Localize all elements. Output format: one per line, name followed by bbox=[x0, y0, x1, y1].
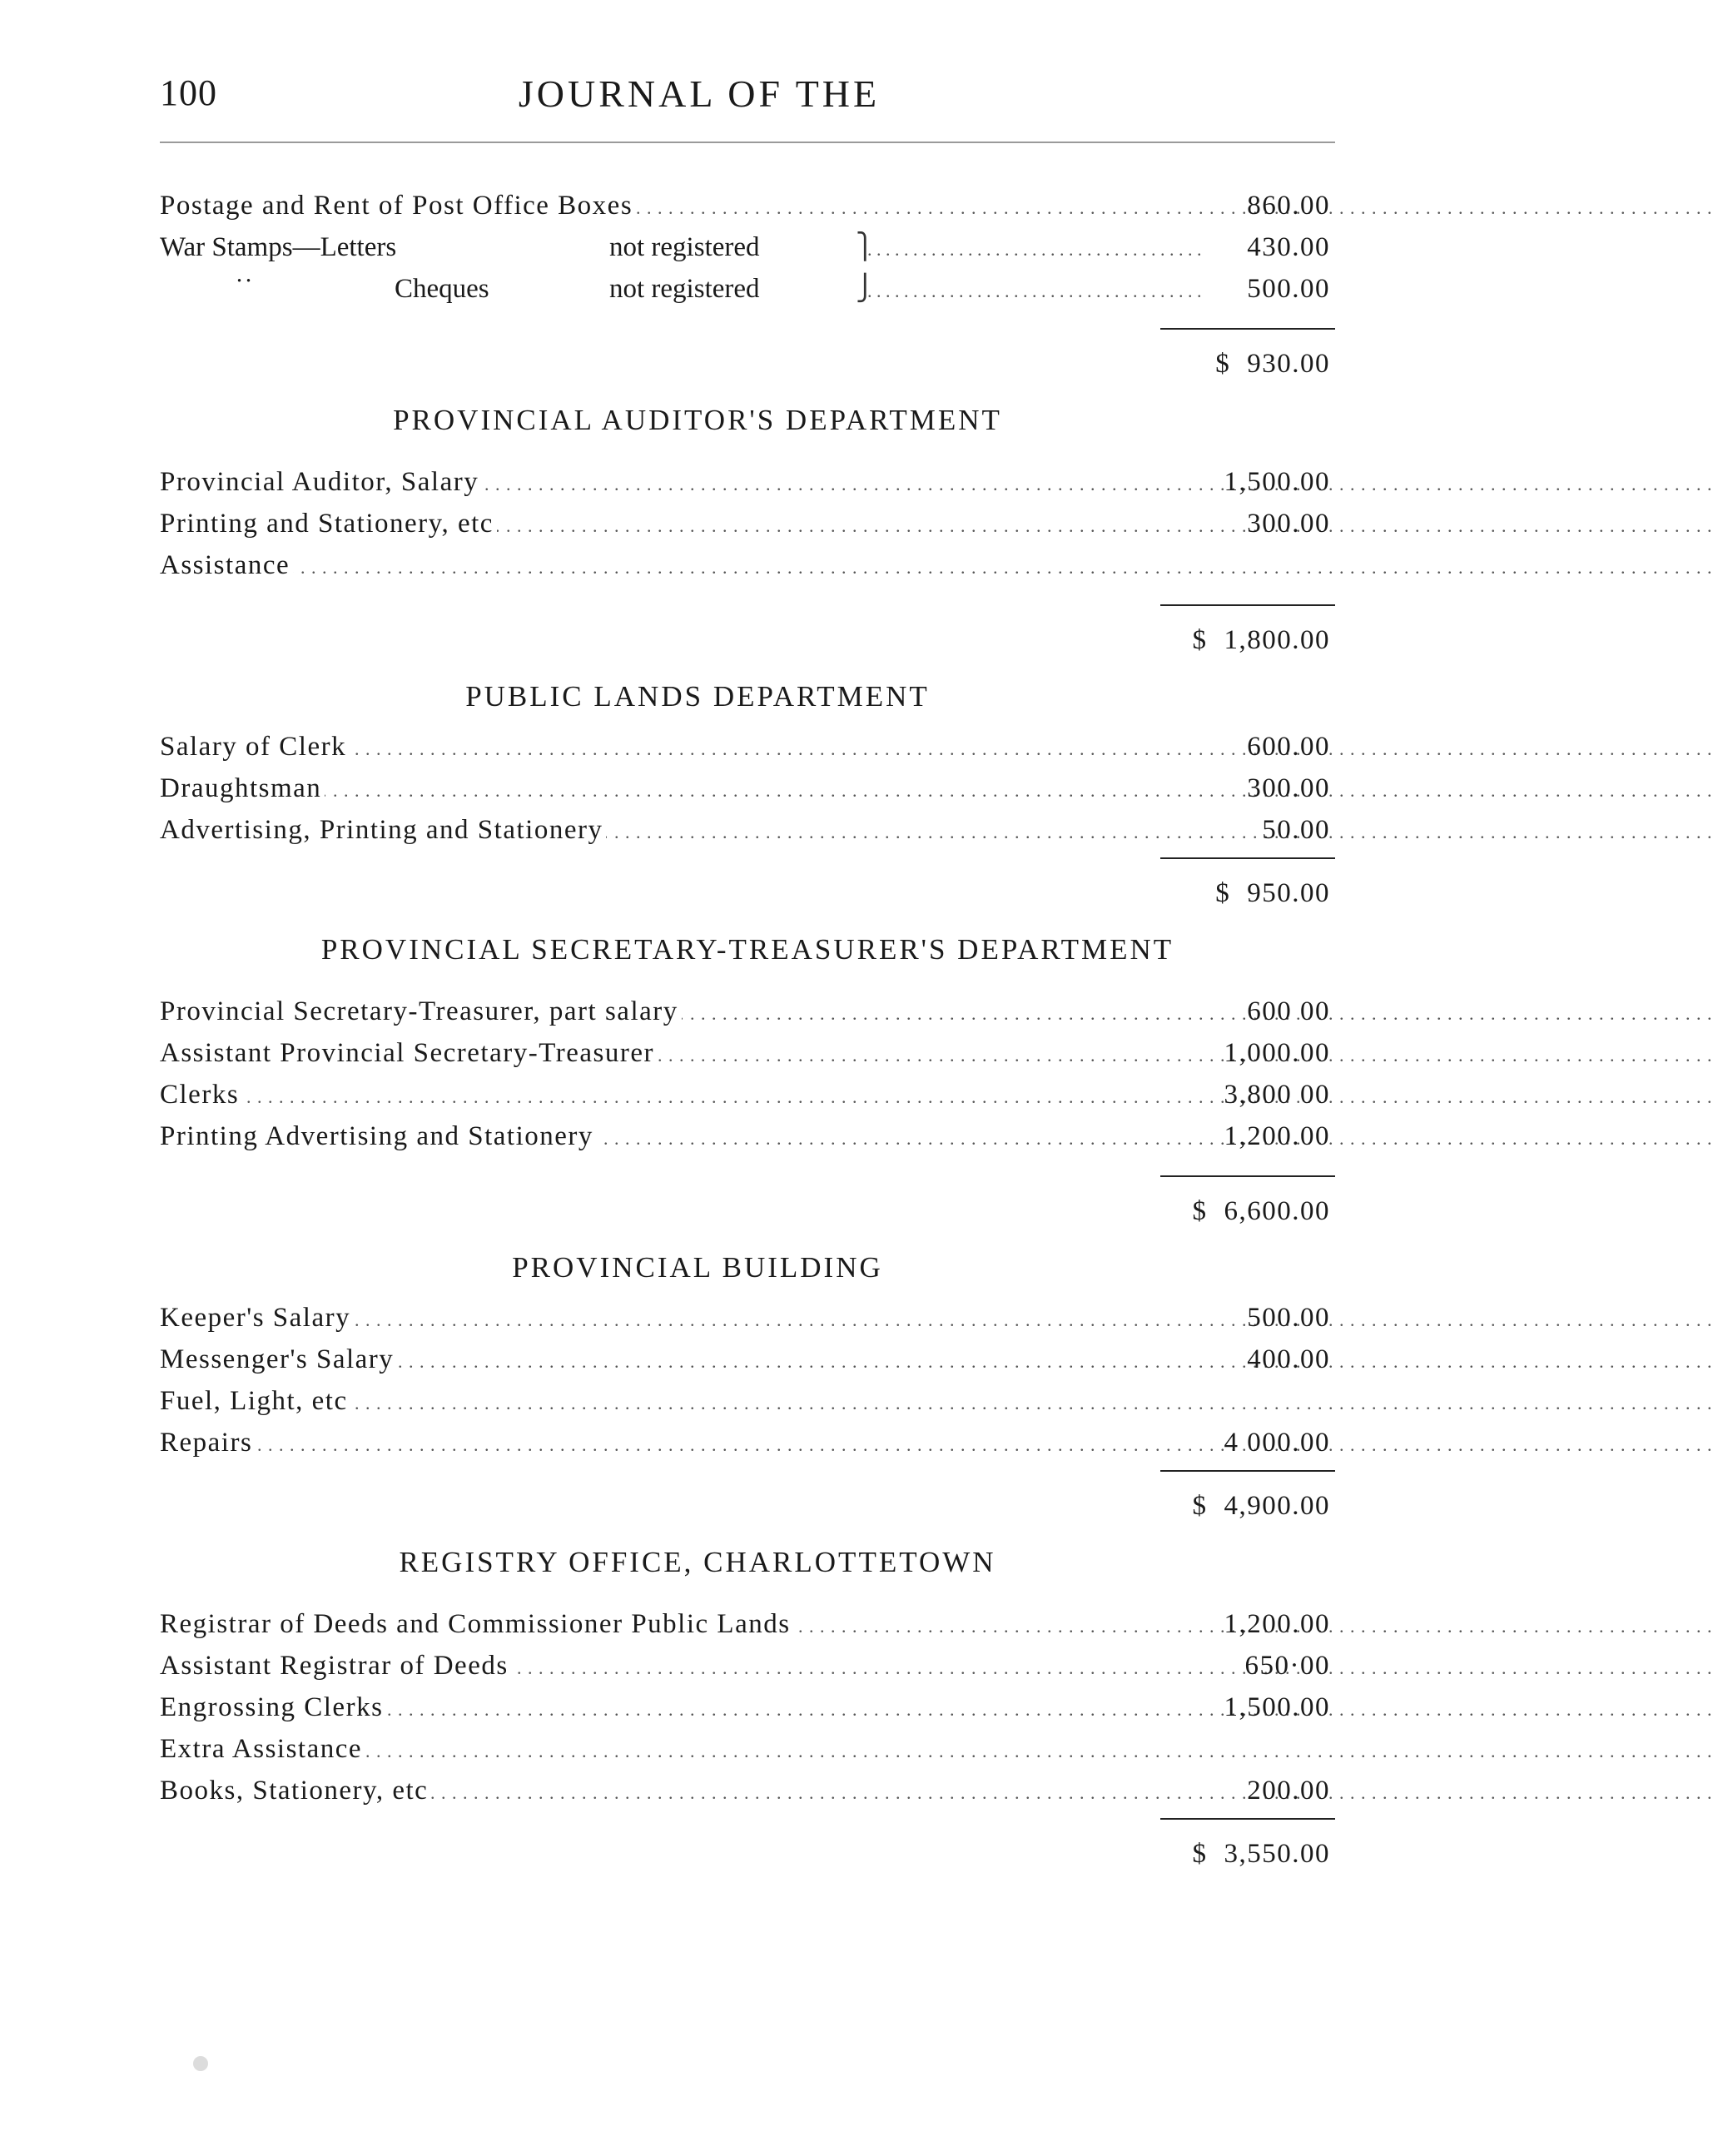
page-number: 100 bbox=[160, 72, 217, 113]
total-amount: 930.00 bbox=[1247, 349, 1330, 379]
section-total bbox=[160, 338, 1335, 390]
header-rule bbox=[160, 142, 1335, 143]
ledger-row bbox=[160, 1687, 1335, 1728]
row-label: Provincial Auditor, Salary . . . bbox=[160, 461, 1163, 503]
ledger-row bbox=[160, 544, 1335, 586]
section-total bbox=[160, 1480, 1335, 1532]
ditto-mark: ˙˙ bbox=[235, 274, 253, 304]
section-total bbox=[160, 1185, 1335, 1237]
row-label: Assistant Provincial Secretary-Treasurer . . . bbox=[160, 1032, 1163, 1074]
section-title: PROVINCIAL BUILDING bbox=[512, 1251, 883, 1284]
ledger-row bbox=[160, 768, 1335, 809]
row-amount: 1,200.00 bbox=[1224, 1121, 1330, 1151]
section-secretary-treasurer bbox=[160, 921, 1335, 1237]
section-public-lands bbox=[160, 668, 1335, 919]
row-label: Messenger's Salary . . . bbox=[160, 1339, 1163, 1380]
row-amount: 600.00 bbox=[1247, 732, 1330, 762]
row-label: Printing Advertising and Stationery . . . bbox=[160, 1115, 1163, 1157]
row-amount: 860.00 bbox=[1247, 191, 1330, 221]
subtotal-rule bbox=[160, 1811, 1335, 1828]
ledger-row bbox=[160, 726, 1335, 768]
subtotal-rule bbox=[160, 321, 1335, 338]
ledger-row bbox=[160, 1603, 1335, 1645]
brace-top: ⎫ bbox=[856, 233, 875, 261]
currency-sign: $ bbox=[1192, 625, 1208, 655]
row-amount: 3,800 00 bbox=[1224, 1080, 1330, 1110]
subtotal-rule bbox=[160, 598, 1335, 614]
ledger-row bbox=[160, 1074, 1335, 1115]
total-amount: 3,550.00 bbox=[1224, 1839, 1330, 1869]
section-registry-office bbox=[160, 1533, 1335, 1880]
ledger-row bbox=[160, 1297, 1335, 1339]
row-amount: 1,500.00 bbox=[1224, 467, 1330, 497]
total-amount: 4,900.00 bbox=[1224, 1491, 1330, 1521]
ledger-row bbox=[160, 185, 1335, 226]
currency-sign: $ bbox=[1192, 1196, 1208, 1226]
row-amount: 650·00 bbox=[1244, 1651, 1330, 1681]
row-label: Advertising, Printing and Stationery . . . bbox=[160, 809, 1163, 851]
section-title: REGISTRY OFFICE, CHARLOTTETOWN bbox=[399, 1546, 996, 1578]
cheques-label: Cheques bbox=[395, 274, 489, 304]
row-label: Books, Stationery, etc . . . bbox=[160, 1770, 1163, 1811]
row-label: Repairs . . . bbox=[160, 1422, 1163, 1463]
row-amount: 500.00 bbox=[1247, 1303, 1330, 1333]
row-amount: 1,500.00 bbox=[1224, 1692, 1330, 1722]
paper-smudge bbox=[193, 2056, 208, 2071]
section-title: PROVINCIAL SECRETARY-TREASURER'S DEPARTMENT bbox=[320, 933, 1174, 966]
row-label: Postage and Rent of Post Office Boxes . . . bbox=[160, 185, 1163, 226]
row-label: Draughtsman . . . bbox=[160, 768, 1163, 809]
ledger-row bbox=[160, 1115, 1335, 1157]
row-amount: 1,200.00 bbox=[1224, 1609, 1330, 1639]
section-provincial-building bbox=[160, 1239, 1335, 1532]
ledger-row bbox=[160, 1728, 1335, 1770]
currency-sign: $ bbox=[1192, 1491, 1208, 1521]
total-amount: 950.00 bbox=[1247, 878, 1330, 908]
currency-sign: $ bbox=[1192, 1839, 1208, 1869]
total-amount: 1,800.00 bbox=[1224, 625, 1330, 655]
row-amount: 500.00 bbox=[1247, 274, 1330, 304]
row-amount: 400.00 bbox=[1247, 1344, 1330, 1374]
subtotal-rule bbox=[160, 1169, 1335, 1185]
section-title: PROVINCIAL AUDITOR'S DEPARTMENT bbox=[393, 404, 1002, 436]
row-amount: 600 00 bbox=[1247, 996, 1330, 1026]
section-total bbox=[160, 1828, 1335, 1880]
war-stamps-label: War Stamps—Letters bbox=[160, 232, 397, 262]
postage-block bbox=[160, 185, 1335, 390]
row-amount: 1,000.00 bbox=[1224, 1038, 1330, 1068]
row-label: Assistance . . . bbox=[160, 544, 1163, 586]
section-total bbox=[160, 867, 1335, 919]
ledger-row bbox=[160, 809, 1335, 851]
ledger-row bbox=[160, 1339, 1335, 1380]
brace-bottom: ⎭ bbox=[856, 275, 875, 302]
ledger-body bbox=[160, 185, 1335, 1880]
row-amount: 300.00 bbox=[1247, 773, 1330, 803]
row-label: Salary of Clerk . . . bbox=[160, 726, 1163, 768]
cheques-note: not registered bbox=[609, 274, 760, 304]
row-label: Engrossing Clerks . . . bbox=[160, 1687, 1163, 1728]
ledger-row bbox=[160, 991, 1335, 1032]
row-label: Keeper's Salary . . . bbox=[160, 1297, 1163, 1339]
row-amount: 4 000.00 bbox=[1224, 1428, 1330, 1458]
ledger-row bbox=[160, 1645, 1335, 1687]
section-provincial-auditor bbox=[160, 391, 1335, 666]
section-total bbox=[160, 614, 1335, 666]
ledger-row bbox=[160, 1380, 1335, 1422]
row-amount: 300.00 bbox=[1247, 509, 1330, 539]
ledger-row bbox=[160, 1422, 1335, 1463]
row-label: Fuel, Light, etc . . . bbox=[160, 1380, 1163, 1422]
running-title: JOURNAL OF THE bbox=[518, 72, 881, 115]
currency-sign: $ bbox=[1215, 349, 1231, 379]
row-label: Registrar of Deeds and Commissioner Public Lands . . . bbox=[160, 1603, 1163, 1645]
leader-dots: . . . . . . . . . . . . . . . . . . . . . . . . . . . . . . . . . . . . . bbox=[867, 239, 1202, 260]
subtotal-rule bbox=[160, 1463, 1335, 1480]
row-label: Assistant Registrar of Deeds . . . bbox=[160, 1645, 1163, 1687]
ledger-row bbox=[160, 1032, 1335, 1074]
section-title: PUBLIC LANDS DEPARTMENT bbox=[465, 680, 930, 713]
ledger-row bbox=[160, 503, 1335, 544]
letters-note: not registered bbox=[609, 232, 760, 262]
row-label: Printing and Stationery, etc . . . bbox=[160, 503, 1163, 544]
war-stamps-letters-row bbox=[160, 226, 1335, 268]
ledger-row bbox=[160, 1770, 1335, 1811]
row-amount: 50.00 bbox=[1262, 815, 1330, 845]
row-label: Provincial Secretary-Treasurer, part salary . . . bbox=[160, 991, 1163, 1032]
war-stamps-cheques-row bbox=[160, 268, 1335, 310]
ledger-row bbox=[160, 461, 1335, 503]
row-amount: 430.00 bbox=[1247, 232, 1330, 262]
total-amount: 6,600.00 bbox=[1224, 1196, 1330, 1226]
subtotal-rule bbox=[160, 851, 1335, 867]
row-amount: 200.00 bbox=[1247, 1776, 1330, 1806]
leader-dots: . . . . . . . . . . . . . . . . . . . . . . . . . . . . . . . . . . . . . bbox=[867, 281, 1202, 301]
row-label: Extra Assistance . . . bbox=[160, 1728, 1163, 1770]
currency-sign: $ bbox=[1215, 878, 1231, 908]
row-label: Clerks . . . bbox=[160, 1074, 1163, 1115]
